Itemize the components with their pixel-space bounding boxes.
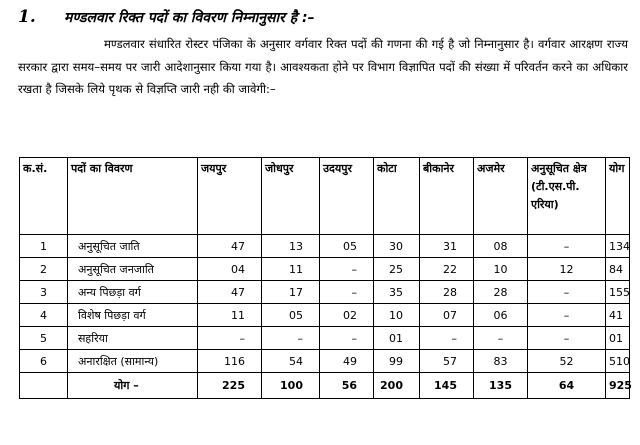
value-cell: 57 xyxy=(420,350,474,373)
category-cell: अनुसूचित जनजाति xyxy=(68,258,198,281)
value-cell: 56 xyxy=(320,373,374,399)
serial-cell: 6 xyxy=(20,350,68,373)
value-cell: 11 xyxy=(198,304,262,327)
header-cell: क.सं. xyxy=(20,158,68,235)
header-cell: कोटा xyxy=(374,158,420,235)
value-cell: – xyxy=(320,327,374,350)
value-cell: 83 xyxy=(474,350,528,373)
category-cell: योग – xyxy=(68,373,198,399)
serial-cell: 2 xyxy=(20,258,68,281)
value-cell: 155 xyxy=(606,281,630,304)
value-cell: – xyxy=(320,258,374,281)
serial-cell: 4 xyxy=(20,304,68,327)
value-cell: 05 xyxy=(320,235,374,258)
table-row xyxy=(20,258,630,281)
table-header-row xyxy=(20,158,630,235)
serial-cell: 1 xyxy=(20,235,68,258)
vacancy-table xyxy=(19,157,630,399)
table-row xyxy=(20,327,630,350)
value-cell: 17 xyxy=(262,281,320,304)
value-cell: 47 xyxy=(198,281,262,304)
section-title: मण्डलवार रिक्त पदों का विवरण निम्नानुसार है :– xyxy=(64,9,315,26)
value-cell: 49 xyxy=(320,350,374,373)
category-cell: अन्य पिछड़ा वर्ग xyxy=(68,281,198,304)
value-cell: 22 xyxy=(420,258,474,281)
category-cell: सहरिया xyxy=(68,327,198,350)
category-cell: अनुसूचित जाति xyxy=(68,235,198,258)
value-cell: 99 xyxy=(374,350,420,373)
value-cell: – xyxy=(198,327,262,350)
value-cell: 225 xyxy=(198,373,262,399)
header-cell: अनुसूचित क्षेत्र (टी.एस.पी. एरिया) xyxy=(528,158,606,235)
value-cell: 30 xyxy=(374,235,420,258)
value-cell: 01 xyxy=(606,327,630,350)
value-cell: 10 xyxy=(474,258,528,281)
table-row xyxy=(20,350,630,373)
value-cell: – xyxy=(262,327,320,350)
table-row xyxy=(20,304,630,327)
serial-cell xyxy=(20,373,68,399)
value-cell: 145 xyxy=(420,373,474,399)
value-cell: 41 xyxy=(606,304,630,327)
value-cell: 116 xyxy=(198,350,262,373)
value-cell: 12 xyxy=(528,258,606,281)
value-cell: – xyxy=(528,281,606,304)
value-cell: 04 xyxy=(198,258,262,281)
table-row xyxy=(20,281,630,304)
section-heading xyxy=(18,6,630,28)
value-cell: 05 xyxy=(262,304,320,327)
value-cell: 100 xyxy=(262,373,320,399)
value-cell: 07 xyxy=(420,304,474,327)
value-cell: 25 xyxy=(374,258,420,281)
value-cell: 52 xyxy=(528,350,606,373)
value-cell: – xyxy=(474,327,528,350)
value-cell: 28 xyxy=(420,281,474,304)
value-cell: – xyxy=(320,281,374,304)
value-cell: – xyxy=(528,304,606,327)
header-cell: बीकानेर xyxy=(420,158,474,235)
value-cell: 01 xyxy=(374,327,420,350)
value-cell: – xyxy=(420,327,474,350)
category-cell: अनारक्षित (सामान्य) xyxy=(68,350,198,373)
value-cell: 64 xyxy=(528,373,606,399)
category-cell: विशेष पिछड़ा वर्ग xyxy=(68,304,198,327)
value-cell: 02 xyxy=(320,304,374,327)
serial-cell: 3 xyxy=(20,281,68,304)
value-cell: 08 xyxy=(474,235,528,258)
value-cell: 135 xyxy=(474,373,528,399)
value-cell: 925 xyxy=(606,373,630,399)
header-cell: योग xyxy=(606,158,630,235)
value-cell: 10 xyxy=(374,304,420,327)
value-cell: 31 xyxy=(420,235,474,258)
value-cell: 54 xyxy=(262,350,320,373)
section-number: 1. xyxy=(18,7,36,27)
table-total-row xyxy=(20,373,630,399)
header-cell: अजमेर xyxy=(474,158,528,235)
value-cell: – xyxy=(528,235,606,258)
header-cell: पदों का विवरण xyxy=(68,158,198,235)
value-cell: 47 xyxy=(198,235,262,258)
value-cell: 200 xyxy=(374,373,420,399)
table-body xyxy=(20,235,630,399)
value-cell: 134 xyxy=(606,235,630,258)
value-cell: 06 xyxy=(474,304,528,327)
table-row xyxy=(20,235,630,258)
value-cell: 28 xyxy=(474,281,528,304)
intro-paragraph xyxy=(18,33,628,101)
value-cell: – xyxy=(528,327,606,350)
value-cell: 510 xyxy=(606,350,630,373)
header-cell: जोधपुर xyxy=(262,158,320,235)
value-cell: 84 xyxy=(606,258,630,281)
serial-cell: 5 xyxy=(20,327,68,350)
header-cell: उदयपुर xyxy=(320,158,374,235)
value-cell: 13 xyxy=(262,235,320,258)
value-cell: 11 xyxy=(262,258,320,281)
header-cell: जयपुर xyxy=(198,158,262,235)
value-cell: 35 xyxy=(374,281,420,304)
paragraph-text: मण्डलवार संधारित रोस्टर पंजिका के अनुसार वर्गवार रिक्त पदों की गणना की गई है जो निम्नानुसार है। वर्गवार आरक्षण राज्य सरकार द्वारा समय–समय पर जारी आदेशानुसार किया गया है। आवश्यकता होने पर विभाग विज्ञापित पदों की संख्या में परिवर्तन करने का अधिकार रखता है जिसके लिये पृथक से विज्ञप्ति जारी नही की जावेगी:– xyxy=(18,37,628,96)
